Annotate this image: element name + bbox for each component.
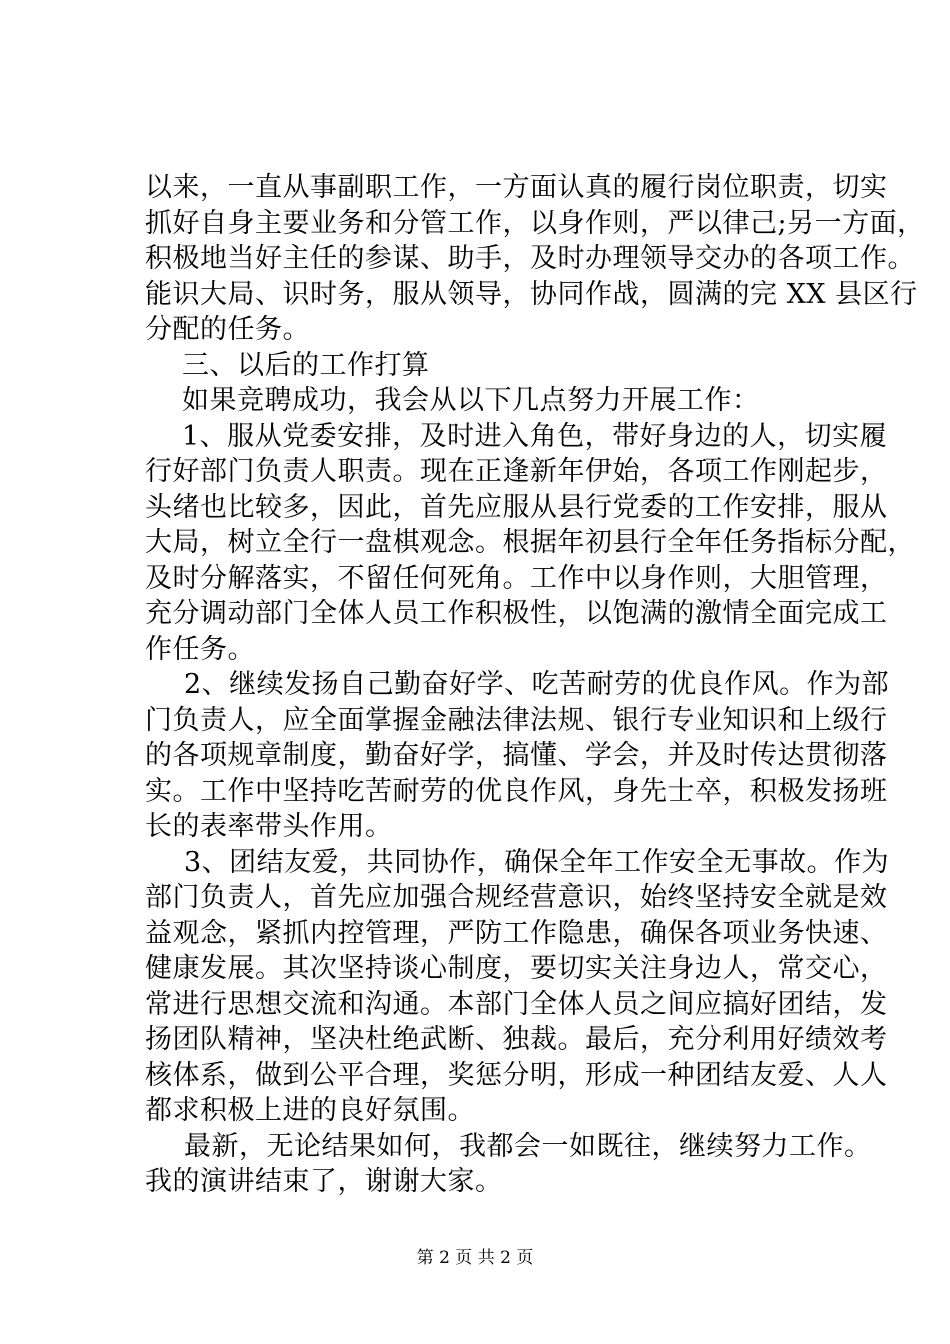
text-line: 及时分解落实，不留任何死角。工作中以身作则，大胆管理， [145,562,888,594]
text-line: 实。工作中坚持吃苦耐劳的优良作风，身先士卒，积极发扬班 [145,775,888,807]
list-item-2-start: 2、继续发扬自己勤奋好学、吃苦耐劳的优良作风。作为部 [184,669,890,700]
text-line: 扬团队精神，坚决杜绝武断、独裁。最后，充分利用好绩效考 [145,1024,888,1055]
text-line: 部门负责人，首先应加强合规经营意识，始终坚持安全就是效 [145,882,888,913]
text-line: 门负责人，应全面掌握金融法律法规、银行专业知识和上级行 [145,704,888,736]
body-text [145,170,925,1200]
text-line: 大局，树立全行一盘棋观念。根据年初县行全年任务指标分配， [145,527,915,558]
text-line: 分配的任务。 [145,314,310,345]
closing-line: 最新，无论结果如何，我都会一如既往，继续努力工作。 [184,1130,872,1162]
text-line: 能识大局、识时务，服从领导，协同作战，圆满的完 XX 县区行 [145,278,918,310]
document-body [145,170,925,1200]
text-line: 头绪也比较多，因此，首先应服从县行党委的工作安排，服从 [145,491,888,523]
list-item-3-start: 3、团结友爱，共同协作，确保全年工作安全无事故。作为 [184,846,890,878]
text-line: 作任务。 [145,633,255,665]
text-line: 健康发展。其次坚持谈心制度，要切实关注身边人，常交心， [145,953,888,984]
text-line: 都求积极上进的良好氛围。 [145,1095,475,1126]
text-line: 以来，一直从事副职工作，一方面认真的履行岗位职责，切实 [145,172,888,203]
text-line: 的各项规章制度，勤奋好学，搞懂、学会，并及时传达贯彻落 [145,740,888,771]
text-line: 核体系，做到公平合理，奖惩分明，形成一种团结友爱、人人 [145,1059,888,1091]
closing-line: 我的演讲结束了，谢谢大家。 [145,1166,503,1197]
section-heading: 三、以后的工作打算 [182,349,430,381]
text-line: 长的表率带头作用。 [145,811,393,842]
text-line: 如果竞聘成功，我会从以下几点努力开展工作： [182,385,760,416]
page-number-footer: 第 2 页 共 2 页 [416,1248,534,1268]
text-line: 常进行思想交流和沟通。本部门全体人员之间应搞好团结，发 [145,988,888,1020]
text-line: 益观念，紧抓内控管理，严防工作隐患，确保各项业务快速、 [145,917,888,949]
text-line: 抓好自身主要业务和分管工作，以身作则，严以律己;另一方面， [145,207,925,239]
text-line: 充分调动部门全体人员工作积极性，以饱满的激情全面完成工 [145,598,888,629]
text-line: 行好部门负责人职责。现在正逢新年伊始，各项工作刚起步， [145,456,888,487]
text-line: 积极地当好主任的参谋、助手，及时办理领导交办的各项工作。 [145,243,915,274]
list-item-1-start: 1、服从党委安排，及时进入角色，带好身边的人，切实履 [182,420,888,452]
